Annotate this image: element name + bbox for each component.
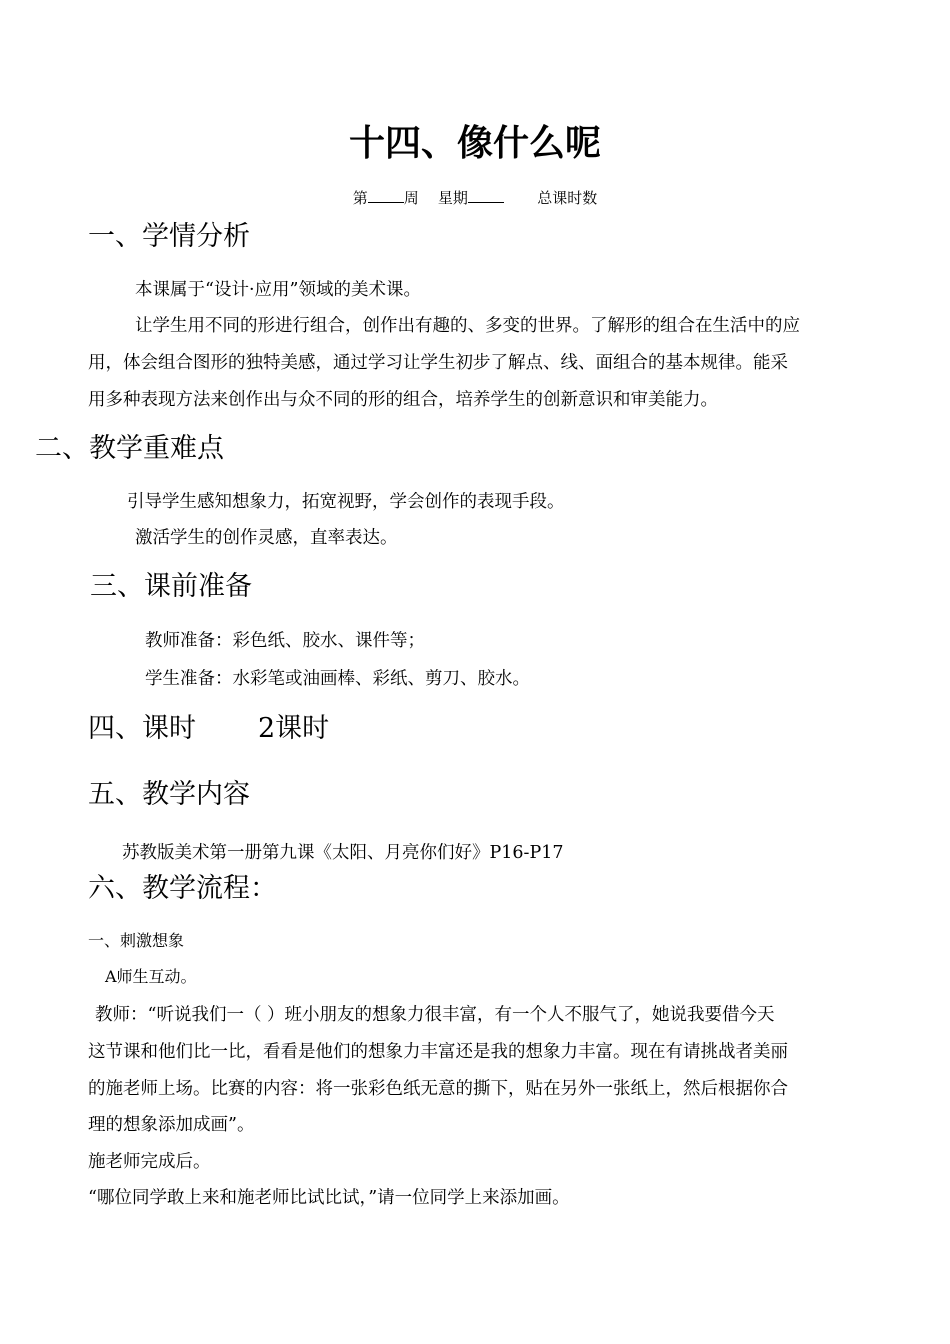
paragraph-line: 这节课和他们比一比，看看是他们的想象力丰富还是我的想象力丰富。现在有请挑战者美丽 <box>88 1042 788 1062</box>
paragraph-line: 用多种表现方法来创作出与众不同的形的组合，培养学生的创新意识和审美能力。 <box>88 390 718 410</box>
paragraph-line: 施老师完成后。 <box>88 1152 211 1172</box>
section-heading: 四、课时 <box>88 713 196 744</box>
lesson-hours: 2课时 <box>258 713 330 744</box>
paragraph-line: 学生准备：水彩笔或油画棒、彩纸、剪刀、胶水。 <box>145 669 530 689</box>
week-prefix: 第 <box>352 189 368 207</box>
section-heading: 六、教学流程： <box>88 873 277 904</box>
page-title: 十四、像什么呢 <box>348 122 601 164</box>
paragraph-line: 苏教版美术第一册第九课《太阳、月亮你们好》P16-P17 <box>122 843 564 863</box>
section-heading: 三、课前准备 <box>90 571 252 602</box>
week-blank <box>368 188 404 203</box>
paragraph-line: “哪位同学敢上来和施老师比试比试，”请一位同学上来添加画。 <box>88 1188 570 1208</box>
paragraph-line: 的施老师上场。比赛的内容：将一张彩色纸无意的撕下，贴在另外一张纸上，然后根据你合 <box>88 1079 788 1099</box>
paragraph-line: 教师准备：彩色纸、胶水、课件等； <box>145 631 425 651</box>
paragraph-line: 让学生用不同的形进行组合，创作出有趣的、多变的世界。了解形的组合在生活中的应 <box>135 316 800 336</box>
weekday-label: 星期 <box>437 189 468 207</box>
schedule-line <box>0 188 950 208</box>
section-heading: 一、学情分析 <box>88 221 250 252</box>
paragraph-line: 用，体会组合图形的独特美感，通过学习让学生初步了解点、线、面组合的基本规律。能采 <box>88 353 788 373</box>
paragraph-line: 本课属于“设计·应用”领域的美术课。 <box>135 280 421 300</box>
week-suffix: 周 <box>403 189 419 207</box>
subsection-heading: 一、刺激想象 <box>88 931 185 950</box>
section-heading: 五、教学内容 <box>88 779 250 810</box>
paragraph-line: 教师：“听说我们一（ ）班小朋友的想象力很丰富，有一个人不服气了，她说我要借今天 <box>95 1005 775 1025</box>
paragraph-line: A师生互动。 <box>105 967 197 986</box>
paragraph-line: 引导学生感知想象力，拓宽视野，学会创作的表现手段。 <box>127 492 565 512</box>
paragraph-line: 理的想象添加成画”。 <box>88 1115 255 1135</box>
section-heading: 二、教学重难点 <box>35 433 224 464</box>
total-hours-label: 总课时数 <box>537 189 598 207</box>
weekday-blank <box>468 188 504 203</box>
paragraph-line: 激活学生的创作灵感，直率表达。 <box>135 528 398 548</box>
